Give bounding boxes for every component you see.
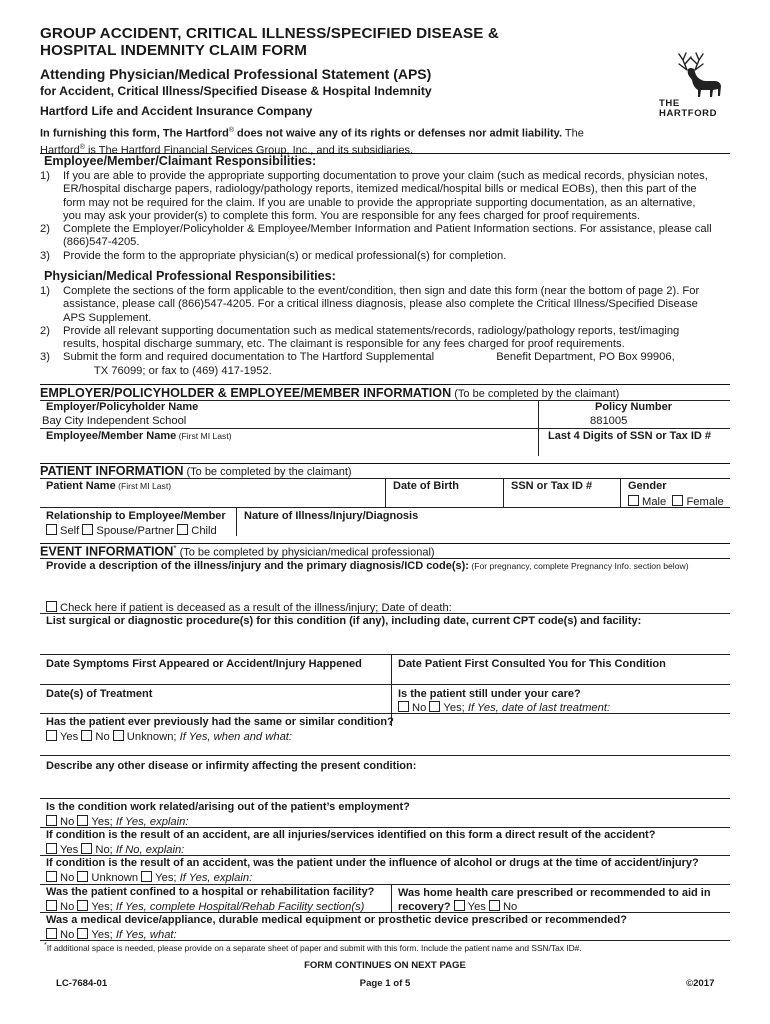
symptoms-date-field[interactable] bbox=[42, 672, 388, 682]
checkbox-icon bbox=[46, 524, 57, 535]
divider bbox=[40, 884, 730, 885]
divider bbox=[40, 855, 730, 856]
home-health-no-checkbox[interactable]: No bbox=[489, 901, 517, 913]
home-health-label: Was home health care prescribed or recommended to aid in recovery? Yes No bbox=[398, 887, 711, 913]
list-item: 1) Complete the sections of the form applicable to the event/condition, then sign and date this form (near the bottom of page 2). For assistance, please call (866)547-4205. For a critical illness diagnosis, please also complete the Critical Illness/Specified Disease APS Supplement. bbox=[40, 285, 700, 324]
policy-number-field[interactable]: 881005 bbox=[590, 415, 628, 427]
employee-resp-heading: Employee/Member/Claimant Responsibilities: bbox=[44, 154, 317, 168]
divider bbox=[40, 428, 730, 429]
patient-section-heading: PATIENT INFORMATION (To be completed by the claimant) bbox=[40, 464, 352, 478]
checkbox-icon bbox=[81, 843, 92, 854]
description-label: Provide a description of the illness/injury and the primary diagnosis/ICD code(s): (For pregnancy, complete Pregnancy Info. section below) bbox=[46, 560, 689, 572]
divider bbox=[40, 507, 730, 508]
gender-male-checkbox[interactable]: Male bbox=[628, 496, 666, 508]
checkbox-icon bbox=[46, 815, 57, 826]
divider bbox=[538, 400, 539, 428]
page-number: Page 1 of 5 bbox=[359, 978, 411, 989]
confined-options: No Yes; If Yes, complete Hospital/Rehab Facility section(s) bbox=[46, 900, 364, 914]
other-disease-label: Describe any other disease or infirmity affecting the present condition: bbox=[46, 760, 417, 772]
influence-unknown-checkbox[interactable]: Unknown bbox=[77, 872, 138, 884]
employer-section-heading: EMPLOYER/POLICYHOLDER & EMPLOYEE/MEMBER INFORMATION (To be completed by the claimant) bbox=[40, 386, 620, 400]
form-subtitle: Attending Physician/Medical Professional Statement (APS) bbox=[40, 66, 432, 82]
checkbox-icon bbox=[77, 871, 88, 882]
employee-resp-list bbox=[40, 170, 740, 263]
divider bbox=[40, 798, 730, 799]
footnote: *If additional space is needed, please provide on a separate sheet of paper and submit with this form. Include the patient name and SSN/Tax ID#. bbox=[44, 942, 582, 953]
ssn-last4-label: Last 4 Digits of SSN or Tax ID # bbox=[548, 430, 711, 442]
continues-notice: FORM CONTINUES ON NEXT PAGE bbox=[304, 960, 466, 971]
previous-yes-checkbox[interactable]: Yes bbox=[46, 731, 78, 743]
checkbox-icon bbox=[46, 730, 57, 741]
divider bbox=[385, 478, 386, 507]
checkbox-icon bbox=[141, 871, 152, 882]
form-subtitle-2: for Accident, Critical Illness/Specified Disease & Hospital Indemnity bbox=[40, 84, 432, 98]
confined-no-checkbox[interactable]: No bbox=[46, 901, 74, 913]
event-section-heading: EVENT INFORMATION* (To be completed by physician/medical professional) bbox=[40, 544, 435, 559]
list-item: 3) Submit the form and required documentation to The Hartford Supplemental Benefit Department, PO Box 99906, TX 76099; or fax to (469) 417-1952. bbox=[40, 351, 675, 377]
employer-name-field[interactable]: Bay City Independent School bbox=[42, 415, 187, 427]
patient-name-label: Patient Name (First MI Last) bbox=[46, 480, 172, 492]
checkbox-icon bbox=[46, 928, 57, 939]
home-health-yes-checkbox[interactable]: Yes bbox=[454, 901, 486, 913]
dob-label: Date of Birth bbox=[393, 480, 459, 492]
direct-result-options: Yes No; If No, explain: bbox=[46, 843, 184, 857]
logo-text-hartford: HARTFORD bbox=[659, 108, 718, 119]
treatment-dates-field[interactable] bbox=[42, 702, 388, 712]
patient-ssn-label: SSN or Tax ID # bbox=[511, 480, 593, 492]
influence-options: No Unknown Yes; If Yes, explain: bbox=[46, 871, 252, 885]
influence-yes-checkbox[interactable]: Yes; bbox=[141, 872, 176, 884]
direct-result-label: If condition is the result of an accident, are all injuries/services identified on this form a direct result of the accident? bbox=[46, 829, 656, 841]
dob-field[interactable] bbox=[390, 494, 500, 506]
checkbox-icon bbox=[46, 601, 57, 612]
work-yes-checkbox[interactable]: Yes; bbox=[77, 816, 112, 828]
divider bbox=[40, 684, 730, 685]
under-care-no-checkbox[interactable]: No bbox=[398, 702, 426, 714]
divider bbox=[40, 827, 730, 828]
device-no-checkbox[interactable]: No bbox=[46, 929, 74, 941]
device-options: No Yes; If Yes, what: bbox=[46, 928, 177, 942]
divider bbox=[40, 912, 730, 913]
form-title-line2: HOSPITAL INDEMNITY CLAIM FORM bbox=[40, 42, 307, 59]
employer-name-label: Employer/Policyholder Name bbox=[46, 401, 199, 413]
checkbox-icon bbox=[81, 730, 92, 741]
patient-ssn-field[interactable] bbox=[508, 494, 618, 506]
employee-name-label: Employee/Member Name (First MI Last) bbox=[46, 430, 232, 442]
divider bbox=[40, 755, 730, 756]
work-related-options: No Yes; If Yes, explain: bbox=[46, 815, 188, 829]
logo-text-the: THE bbox=[659, 98, 680, 109]
divider bbox=[503, 478, 504, 507]
physician-resp-list bbox=[40, 285, 740, 378]
work-no-checkbox[interactable]: No bbox=[46, 816, 74, 828]
divider bbox=[538, 428, 539, 456]
deceased-checkbox[interactable]: Check here if patient is deceased as a result of the illness/injury; Date of death: bbox=[46, 601, 452, 615]
under-care-label: Is the patient still under your care? bbox=[398, 688, 581, 700]
work-related-label: Is the condition work related/arising out of the patient’s employment? bbox=[46, 801, 410, 813]
checkbox-icon bbox=[77, 928, 88, 939]
treatment-dates-label: Date(s) of Treatment bbox=[46, 688, 153, 700]
gender-label: Gender bbox=[628, 480, 667, 492]
nature-of-illness-field[interactable] bbox=[242, 523, 728, 535]
checkbox-icon bbox=[398, 701, 409, 712]
checkbox-icon bbox=[113, 730, 124, 741]
previous-condition-label: Has the patient ever previously had the same or similar condition? bbox=[46, 716, 394, 728]
divider bbox=[40, 558, 730, 559]
checkbox-icon bbox=[672, 495, 683, 506]
other-disease-field[interactable] bbox=[42, 774, 728, 794]
company-name: Hartford Life and Accident Insurance Company bbox=[40, 104, 313, 118]
influence-no-checkbox[interactable]: No bbox=[46, 872, 74, 884]
relationship-label: Relationship to Employee/Member bbox=[46, 510, 226, 522]
divider bbox=[40, 384, 730, 385]
checkbox-icon bbox=[489, 900, 500, 911]
form-id: LC-7684-01 bbox=[56, 978, 108, 989]
gender-female-checkbox[interactable]: Female bbox=[672, 496, 723, 508]
employee-name-field[interactable] bbox=[42, 443, 536, 455]
confined-label: Was the patient confined to a hospital or rehabilitation facility? bbox=[46, 886, 375, 898]
first-consult-field[interactable] bbox=[396, 672, 728, 682]
liability-notice: In furnishing this form, The Hartford® does not waive any of its rights or defenses nor admit liability. The Hartford® is The Hartford Financial Services Group, Inc., and its subsidiaries. bbox=[40, 127, 584, 157]
checkbox-icon bbox=[46, 871, 57, 882]
description-field[interactable] bbox=[42, 574, 728, 598]
form-title-line1: GROUP ACCIDENT, CRITICAL ILLNESS/SPECIFIED DISEASE & bbox=[40, 25, 499, 42]
symptoms-date-label: Date Symptoms First Appeared or Accident/Injury Happened bbox=[46, 658, 362, 670]
checkbox-icon bbox=[454, 900, 465, 911]
checkbox-icon bbox=[46, 900, 57, 911]
relationship-options bbox=[46, 524, 217, 538]
checkbox-icon bbox=[82, 524, 93, 535]
form-title bbox=[40, 25, 499, 59]
relationship-child-checkbox[interactable]: Child bbox=[177, 525, 217, 537]
list-item: 2) Provide all relevant supporting documentation such as medical statements/records, radiology/pathology reports, test/imaging results, hospital discharge summary, etc. The claimant is responsible for any fees charged for proof requirements. bbox=[40, 324, 680, 351]
patient-name-field[interactable] bbox=[42, 494, 382, 506]
divider bbox=[40, 654, 730, 655]
relationship-spouse-checkbox[interactable]: Spouse/Partner bbox=[82, 525, 174, 537]
device-yes-checkbox[interactable]: Yes; bbox=[77, 929, 112, 941]
divider bbox=[40, 940, 730, 941]
stag-icon bbox=[665, 50, 731, 102]
hartford-logo bbox=[655, 50, 725, 120]
checkbox-icon bbox=[46, 843, 57, 854]
divider bbox=[620, 478, 621, 507]
under-care-yes-checkbox[interactable]: Yes; bbox=[429, 702, 464, 714]
checkbox-icon bbox=[429, 701, 440, 712]
influence-label: If condition is the result of an accident, was the patient under the influence of alcohol or drugs at the time of accident/injury? bbox=[46, 857, 699, 869]
previous-no-checkbox[interactable]: No bbox=[81, 731, 109, 743]
policy-number-label: Policy Number bbox=[595, 401, 673, 413]
device-label: Was a medical device/appliance, durable medical equipment or prosthetic device prescribed or recommended? bbox=[46, 914, 627, 926]
list-item: 3) Provide the form to the appropriate physician(s) or medical professional(s) for completion. bbox=[40, 249, 507, 262]
direct-no-checkbox[interactable]: No; bbox=[81, 844, 112, 856]
divider bbox=[40, 713, 730, 714]
relationship-self-checkbox[interactable]: Self bbox=[46, 525, 79, 537]
previous-condition-options: Yes No Unknown; If Yes, when and what: bbox=[46, 730, 292, 744]
divider bbox=[391, 884, 392, 912]
divider bbox=[40, 613, 730, 614]
first-consult-label: Date Patient First Consulted You for This Condition bbox=[398, 658, 666, 670]
nature-of-illness-label: Nature of Illness/Injury/Diagnosis bbox=[244, 510, 419, 522]
form-year: ©2017 bbox=[686, 978, 715, 989]
divider bbox=[236, 507, 237, 536]
direct-yes-checkbox[interactable]: Yes bbox=[46, 844, 78, 856]
checkbox-icon bbox=[77, 815, 88, 826]
procedures-label: List surgical or diagnostic procedure(s) for this condition (if any), including date, current CPT code(s) and facility: bbox=[46, 615, 642, 627]
checkbox-icon bbox=[77, 900, 88, 911]
procedures-field[interactable] bbox=[42, 629, 728, 651]
checkbox-icon bbox=[177, 524, 188, 535]
under-care-options: No Yes; If Yes, date of last treatment: bbox=[398, 701, 610, 715]
list-item: 2) Complete the Employer/Policyholder & Employee/Member Information and Patient Information sections. For assistance, please call (866)547-4205. bbox=[40, 223, 712, 249]
ssn-last4-field[interactable] bbox=[542, 443, 728, 455]
list-item: 1) If you are able to provide the appropriate supporting documentation to prove your claim (such as medical records, physician notes, ER/hospital discharge papers, radiology/pathology reports, itemized medical/hospital bills or medical EOBs), then this part of the form may not be required for the claim. If you are unable to provide the appropriate supporting documentation, as an alternative, you may ask your provider(s) to complete this form. You are responsible for any fees charged for proof requirements. bbox=[40, 170, 708, 222]
checkbox-icon bbox=[628, 495, 639, 506]
physician-resp-heading: Physician/Medical Professional Responsibilities: bbox=[44, 269, 336, 283]
confined-yes-checkbox[interactable]: Yes; bbox=[77, 901, 112, 913]
previous-unknown-checkbox[interactable]: Unknown; bbox=[113, 731, 177, 743]
